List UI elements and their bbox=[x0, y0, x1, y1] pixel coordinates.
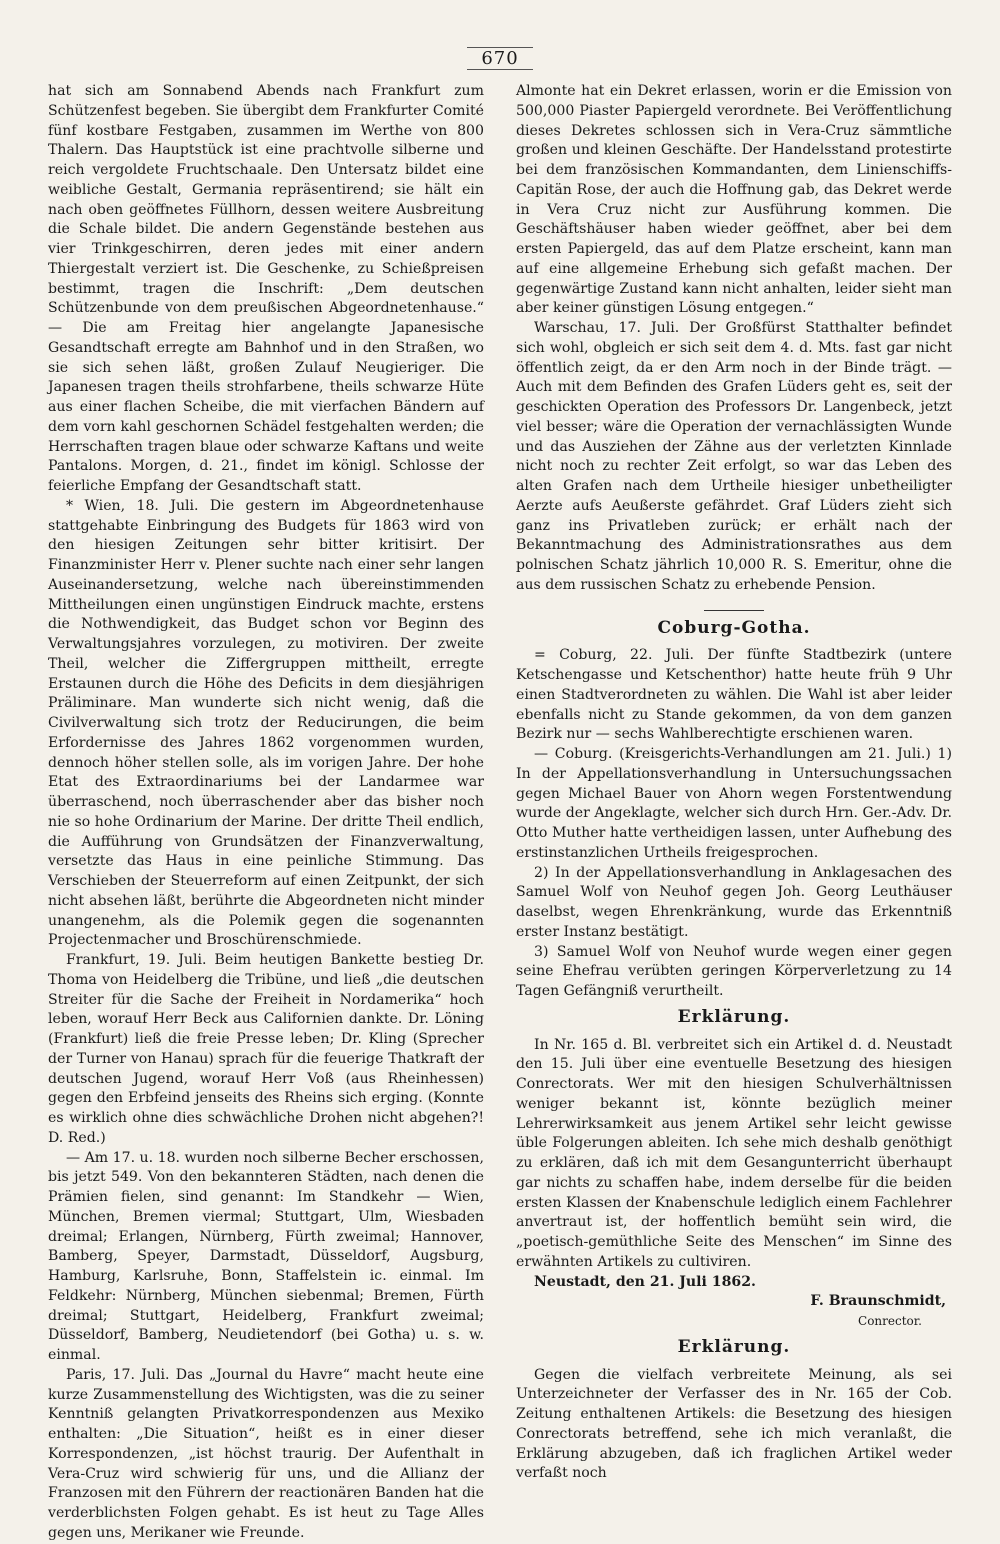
erklaerung-2-text: Gegen die vielfach verbreitete Meinung, als sei Unterzeichneter der Verfasser des in Nr. 165 der Cob. Zeitung enthaltenen Artikels: die Besetzung des hiesigen Conrectorats betreffend, sehe ich mich veranlaßt, die Erklärung abzugeben, daß ich fraglichen Artikel weder verfaßt noch bbox=[516, 1366, 952, 1482]
article-warschau: Warschau, 17. Juli. Der Großfürst Statthalter befindet sich wohl, obgleich er sich seit dem 4. d. Mts. fast gar nicht öffentlich zeigt, da er den Arm noch in der Binde trägt. — Auch mit dem Befinden des Grafen Lüders geht es, seit der geschickten Operation des Professors Dr. Langenbeck, jetzt viel besser; wäre die Operation der vernachlässigten Wunde und das Ausziehen der Zähne aus der verletzten Kinnlade nicht noch zu rechter Zeit erfolgt, so war das Leben des alten Grafen nach dem Urtheile hiesiger unbetheiligter Aerzte aufs Aeußerste gefährdet. Graf Lüders zieht sich ganz ins Privatleben zurück; er erhält nach der Bekanntmachung des Administrationsrathes aus dem polnischen Schatz jährlich 10,000 R. S. Emeritur, ohne die aus dem russischen Schatz zu erhebende Pension. bbox=[516, 320, 952, 593]
article-wien: * Wien, 18. Juli. Die gestern im Abgeordnetenhause stattgehabte Einbringung des Budgets für 1863 wird von den hiesigen Zeitungen sehr bitter kritisirt. Der Finanzminister Herr v. Plener suchte nach einer sehr langen Auseinandersetzung, welche nach übereinstimmenden Mittheilungen einen ungünstigen Eindruck machte, erstens die Nothwendigkeit, das Budget schon vor Beginn des Verwaltungsjahres vorzulegen, zu motiviren. Der zweite Theil, welcher die Ziffergruppen mittheilt, erregte Erstaunen durch die Höhe des Deficits in dem diesjährigen Präliminare. Man wunderte sich nicht wenig, daß die Civilverwaltung sich trotz der Reducirungen, die beim Erfordernisse des Jahres 1862 vorgenommen wurden, dennoch höher stellen solle, als im vorigen Jahre. Der hohe Etat des Extraordinariums bei der Landarmee war überraschend, noch überraschender aber das bisher noch nie so hohe Ordinarium der Marine. Der dritte Theil endlich, die Aufführung von Grundsätzen der Finanzverwaltung, versetzte das Haus in eine peinliche Stimmung. Das Verschieben der Steuerreform auf einen Zeitpunkt, der sich nicht absehen läßt, berührte die Abgeordneten nicht minder unangenehm, als die Polemik gegen die sogenannten Projectenmacher und Broschürenschmiede. bbox=[48, 497, 484, 949]
page-header bbox=[0, 48, 1000, 69]
right-column bbox=[516, 82, 952, 1484]
article-coburg-election: = Coburg, 22. Juli. Der fünfte Stadtbezirk (untere Ketschengasse und Ketschenthor) hatte heute früh 9 Uhr einen Stadtverordneten zu wählen. Die Wahl ist aber leider ebenfalls nicht zu Stande gekommen, da von dem ganzen Bezirk nur — sechs Wahlberechtigte erschienen waren. bbox=[516, 647, 952, 743]
section-title-erklaerung-1: Erklärung. bbox=[677, 1006, 791, 1027]
erklaerung-1-dateline: Neustadt, den 21. Juli 1862. bbox=[534, 1273, 756, 1290]
article-frankfurt-prizes: — Am 17. u. 18. wurden noch silberne Becher erschossen, bis jetzt 549. Von den bekannteren Städten, nach denen die Prämien fielen, sind genannt: Im Standkehr — Wien, München, Bremen viermal; Stuttgart, Ulm, Wiesbaden dreimal; Erlangen, Nürnberg, Fürth zweimal; Hannover, Bamberg, Speyer, Darmstadt, Düsseldorf, Augsburg, Hamburg, Karlsruhe, Bonn, Staffelstein ic. einmal. Im Feldkehr: Nürnberg, München siebenmal; Bremen, Fürth dreimal; Stuttgart, Heidelberg, Frankfurt zweimal; Düsseldorf, Bamberg, Neudietendorf (bei Gotha) u. s. w. einmal. bbox=[48, 1149, 484, 1363]
article-frankfurt: Frankfurt, 19. Juli. Beim heutigen Bankette bestieg Dr. Thoma von Heidelberg die Tribüne, und ließ „die deutschen Streiter für die Sache der Freiheit in Nordamerika“ hoch leben, worauf Herr Beck aus Californien dankte. Dr. Löning (Frankfurt) ließ die freie Presse leben; Dr. Kling (Sprecher der Turner von Hanau) sprach für die feuerige Thatkraft der deutschen Jugend, worauf Herr Voß (aus Rheinhessen) gegen den Erbfeind jenseits des Rheins sich erging. (Konnte es wirklich ohne dies schwächliche Drohen nicht abgehen?! D. Red.) bbox=[48, 952, 484, 1146]
article-paris: Paris, 17. Juli. Das „Journal du Havre“ macht heute eine kurze Zusammenstellung des Wichtigsten, was die zu seiner Kenntniß gelangten Privatkorrespondenzen aus Mexiko enthalten: „Die Situation“, heißt es in einer dieser Korrespondenzen, „ist höchst traurig. Der Aufenthalt in Vera-Cruz wird schwierig für uns, und die Allianz der Franzosen mit den Führern der reactionären Banden hat die verderblichsten Folgen gehabt. Es ist heut zu Tage Alles gegen uns, Merikaner wie Freunde. bbox=[48, 1366, 484, 1541]
left-column bbox=[48, 82, 484, 1544]
erklaerung-1-text: In Nr. 165 d. Bl. verbreitet sich ein Artikel d. d. Neustadt den 15. Juli über eine eventuelle Besetzung des hiesigen Conrectorats. Wer mit den hiesigen Schulverhältnissen weniger bekannt ist, könnte bezüglich meiner Lehrerwirksamkeit aus jenem Artikel sehr leicht gewisse üble Folgerungen ableiten. Ich sehe mich deshalb genöthigt zu erklären, daß ich mit dem Gesangunterricht überhaupt gar nichts zu schaffen habe, indem derselbe für die beiden ersten Klassen der Knabenschule lediglich einem Fachlehrer anvertraut ist, der hoffentlich bemüht sein wird, die „poetisch-gemüthliche Seite des Menschen“ im Sinne des erwähnten Artikels zu cultiviren. bbox=[516, 1036, 952, 1270]
article-coburg-court: — Coburg. (Kreisgerichts-Verhandlungen am 21. Juli.) 1) In der Appellationsverhandlung in Untersuchungssachen gegen Michael Bauer von Ahorn wegen Forstentwendung wurde der Angeklagte, welcher sich durch Hrn. Ger.-Adv. Dr. Otto Muther hatte vertheidigen lassen, unter Aufhebung des erstinstanzlichen Urtheils freigesprochen. bbox=[516, 746, 952, 861]
page-number: 670 bbox=[467, 47, 532, 70]
section-divider bbox=[704, 610, 764, 611]
article-berlin-cont: hat sich am Sonnabend Abends nach Frankfurt zum Schützenfest begeben. Sie übergibt dem Frankfurter Comité fünf kostbare Festgaben, zusammen im Werthe von 800 Thalern. Das Hauptstück ist eine prachtvolle silberne und reich vergoldete Fruchtschaale. Den Untersatz bildet eine weibliche Gestalt, Germania repräsentirend; sie hält ein nach oben geöffnetes Füllhorn, dessen weitere Ausbreitung die Schale bildet. Die andern Gegenstände bestehen aus vier Trinkgeschirren, deren jedes mit einer andern Thiergestalt verziert ist. Die Geschenke, zu Schießpreisen bestimmt, tragen die Inschrift: „Dem deutschen Schützenbunde von dem preußischen Abgeordnetenhause.“ — Die am Freitag hier angelangte Japanesische Gesandtschaft erregte am Bahnhof und in den Straßen, wo sie sich sehen läßt, großen Zulauf Neugieriger. Die Japanesen tragen theils strohfarbene, theils schwarze Hüte aus einer flachen Scheibe, die mit vierfachen Bändern auf dem vorn kahl geschornen Schädel festgehalten werden; die Herrschaften tragen blaue oder schwarze Kaftans und weite Pantalons. Morgen, d. 21., findet im königl. Schlosse der feierliche Empfang der Gesandtschaft statt. bbox=[48, 83, 484, 494]
article-coburg-court-2: 2) In der Appellationsverhandlung in Anklagesachen des Samuel Wolf von Neuhof gegen Joh. Georg Leuthäuser daselbst, wegen Ehrenkränkung, wurde das Erkenntniß erster Instanz bestätigt. bbox=[516, 864, 952, 940]
erklaerung-1-signature: F. Braunschmidt, bbox=[810, 1293, 946, 1310]
erklaerung-1-signature-title: Conrector. bbox=[858, 1314, 922, 1328]
article-paris-cont: Almonte hat ein Dekret erlassen, worin er die Emission von 500,000 Piaster Papiergeld verordnete. Bei Veröffentlichung dieses Dekretes schlossen sich in Vera-Cruz sämmtliche großen und kleinen Geschäfte. Der Handelsstand protestirte bei dem französischen Kommandanten, dem Linienschiffs-Capitän Rose, der auch die Hoffnung gab, das Dekret werde in Vera Cruz nicht zur Ausführung kommen. Die Geschäftshäuser haben wieder geöffnet, aber bei dem ersten Papiergeld, das auf dem Platze erscheint, kann man auf eine allgemeine Erhebung sich gefaßt machen. Der gegenwärtige Zustand kann nicht anhalten, leider sieht man aber keiner günstigen Lösung entgegen.“ bbox=[516, 83, 952, 317]
section-title-erklaerung-2: Erklärung. bbox=[677, 1336, 791, 1357]
section-title-coburg-gotha: Coburg-Gotha. bbox=[657, 617, 811, 638]
article-coburg-court-3: 3) Samuel Wolf von Neuhof wurde wegen einer gegen seine Ehefrau verübten geringen Körperverletzung zu 14 Tagen Gefängniß verurtheilt. bbox=[516, 943, 952, 999]
